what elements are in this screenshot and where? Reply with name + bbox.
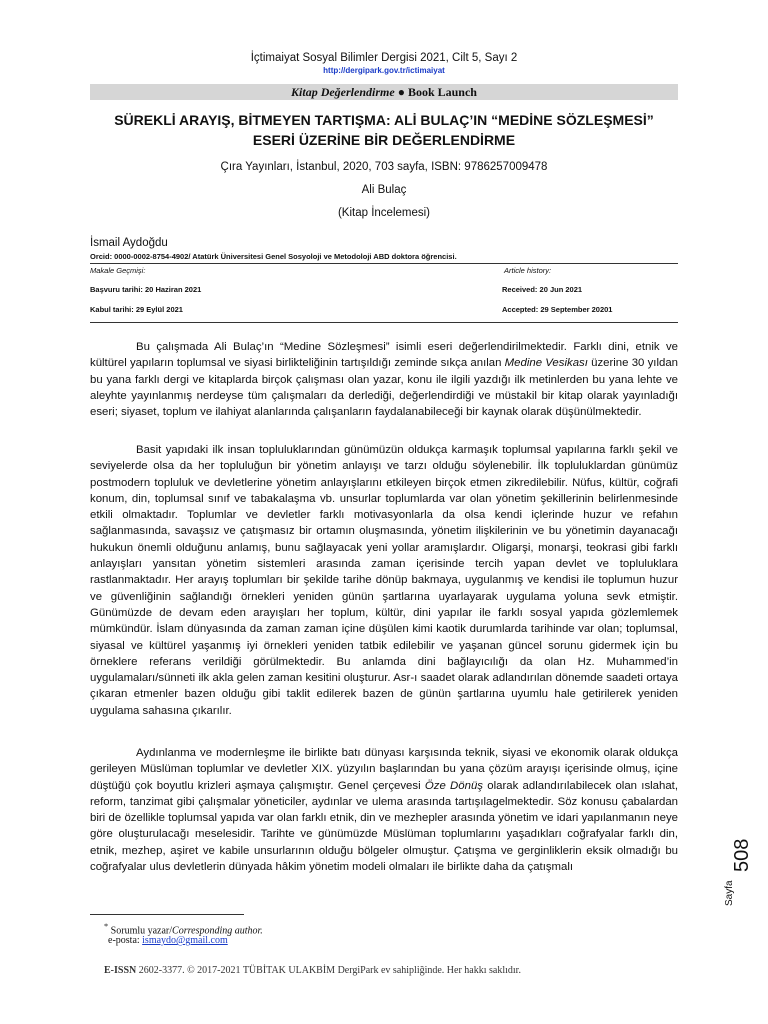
title-line-2: ESERİ ÜZERİNE BİR DEĞERLENDİRME: [252, 132, 516, 148]
divider-top: [90, 263, 678, 264]
meta-right-title: Article history:: [504, 266, 552, 275]
page-number: [722, 836, 762, 908]
accepted-en: Accepted: 29 September 20201: [502, 305, 613, 314]
section-launch: Book Launch: [407, 85, 477, 99]
journal-citation: İçtimaiyat Sosyal Bilimler Dergisi 2021, Cilt 5, Sayı 2: [250, 52, 518, 64]
received-tr: Başvuru tarihi: 20 Haziran 2021: [90, 285, 202, 294]
page-num: 508: [731, 838, 753, 872]
paragraph-2: Basit yapıdaki ilk insan topluluklarından günümüzün oldukça karmaşık toplumsal yapılarına farklı şekil ve seviyelerde olsa da her topluluğun bir yönetim anlayışı ve tarzı olduğu söylenebilir. İlk topluluklardan günümüz postmodern topluluk ve devletlerine yönetim anlayışlarını etkileyen birçok etmen zikredilebilir. Nüfus, kültür, coğrafi konum, din, toplumsal sınıf ve tabakalaşma vb. unsurlar toplumlarda var olan yönetim şekillerinin belirlenmesinde etkili olmaktadır. Toplumlar ve devletler farklı motivasyonlarla da olsa kendi içlerinde huzur ve refahın sağlanmasında, savaşsız ve çatışmasız bir ortamın oluşmasında, yönetim ilişkilerinin ve bu yönetimin dayanacağı hukukun önemli olduğunu anlamış, bunu sağlayacak yeni yollar aramışlardır. Oligarşi, monarşi, teokrasi gibi farklı anlayışları yansıtan yönetim sistemleri arasında zaman içerisinde tercih yapan devlet ve topluluklara rastlanmaktadır. Her arayış toplumları bir şekilde tarihe dönüp bakmaya, uygulanmış ve kendisi ile toplumun huzur ve güvenliğinin sağlandığı örnekleri yeniden günün şartlarına uyarlayarak uygulama yoluna sevk etmiştir. Günümüzde de devam eden arayışları her toplum, kültür, dini yapılar ile farklı sosyal yapıda gözlemlemek mümkündür. İslam dünyasında da zaman zaman içine düşülen kimi kaotik durumlarda tarihinde var olan; toplumsal, siyasal ve kültürel yaşanmış iyi örnekleri yeniden tatbik edilebilir ve yaşanan güncel sorunu gidermek için bu örneklere referans verildiği görülmektedir. Bu anlamda dini bağlayıcılığı da olan Hz. Muhammed’in uygulamaları/sünneti ilk akla gelen zaman kesitini oluşturur. Asr-ı saadet olarak adlandırılan dönemde saadeti ortaya çıkaran etmenler bazen olduğu gibi taklit edilerek bazen de günün şartlarına uyumlu hale getirilerek yeniden uygulama sahasına çıkarılır.: [90, 444, 678, 717]
title-line-1: SÜREKLİ ARAYIŞ, BİTMEYEN TARTIŞMA: ALİ BULAÇ’IN “MEDİNE SÖZLEŞMESİ”: [114, 112, 654, 128]
section-bar: [90, 84, 678, 100]
reviewer-orcid: Orcid: 0000-0002-8754-4902/ Atatürk Üniversitesi Genel Sosyoloji ve Metodoloji ABD doktora öğrencisi.: [90, 252, 457, 261]
page-word: Sayfa: [724, 880, 735, 906]
received-en: Received: 20 Jun 2021: [502, 285, 583, 294]
reviewer-name: İsmail Aydoğdu: [90, 237, 168, 249]
journal-url[interactable]: http://dergipark.gov.tr/ictimaiyat: [323, 66, 445, 75]
section-kitap: Kitap Değerlendirme: [291, 85, 395, 99]
divider-bottom: [90, 322, 678, 323]
article-title: [80, 110, 688, 150]
paragraph-abstract: Bu çalışmada Ali Bulaç’ın “Medine Sözleşmesi” isimli eseri değerlendirilmektedir. Farklı dini, etnik ve kültürel yapıların toplumsal ve siyasi birlikteliğinin tartışıldığı zeminde sıkça anılan Medine Vesikası üzerine 30 yıldan bu yana farklı dergi ve kitaplarda birçok çalışması olan yazar, konu ile ilgili yazdığı ilk metinlerden bu yana lehte ve aleyhte yayınlanmış nerdeyse tüm çalışmaları da derlediği, değerlendirdiği ve müstakil bir kitap olarak yayınladığı eseri; siyaset, toplum ve ilahiyat alanlarında çalışanların faydalanabileceği bir kaynak olarak düşünülmektedir.: [90, 341, 678, 419]
book-author: Ali Bulaç: [361, 184, 407, 196]
footnote-email: e-posta: ismaydo@gmail.com: [108, 935, 228, 946]
paragraph-3: Aydınlanma ve modernleşme ile birlikte batı dünyası karşısında teknik, siyasi ve ekonomik olarak oldukça gerileyen Müslüman toplumlar ve devletler XIX. yüzyılın başlarından bu yana çözüm arayışı içerisinde olmuş, içine düştüğü çok boyutlu krizleri aşmaya çalışmıştır. Genel çerçevesi Öze Dönüş olarak adlandırılabilecek olan ıslahat, reform, tanzimat gibi çalışmalar yöneticiler, aydınlar ve ulema arasında tartışılagelmektedir. Söz konusu çabalardan biri de özellikle toplumsal yapıda var olan farklı etnik, din ve mezhepler arasında yönetim ve idari yapılanmanın neye göre oluşturulacağı meselesidir. Tarihte ve günümüzde Müslüman toplumlarını yaşadıkları coğrafyalar farklı din, etnik, mezhep, aşiret ve kabile unsurlarının olduğu bölgeler olmuştur. Çatışma ve gerginliklerin eksik olmadığı bu coğrafyalar ulus devletlerin dünyada hâkim yönetim modeli olmaları ile birlikte daha da çatışmalı: [90, 747, 679, 874]
accepted-tr: Kabul tarihi: 29 Eylül 2021: [90, 305, 183, 314]
footnote-author: * Sorumlu yazar/Corresponding author.: [104, 922, 263, 937]
meta-left-title: Makale Geçmişi:: [90, 266, 146, 275]
bullet-icon: ●: [397, 85, 405, 99]
book-info: Çıra Yayınları, İstanbul, 2020, 703 sayfa, ISBN: 9786257009478: [220, 161, 548, 173]
review-type: (Kitap İncelemesi): [337, 207, 431, 219]
copyright-line: E-ISSN 2602-3377. © 2017-2021 TÜBİTAK ULAKBİM DergiPark ev sahipliğinde. Her hakkı saklıdır.: [104, 965, 521, 976]
email-link[interactable]: ismaydo@gmail.com: [142, 935, 228, 946]
footnote-divider: [90, 914, 244, 915]
